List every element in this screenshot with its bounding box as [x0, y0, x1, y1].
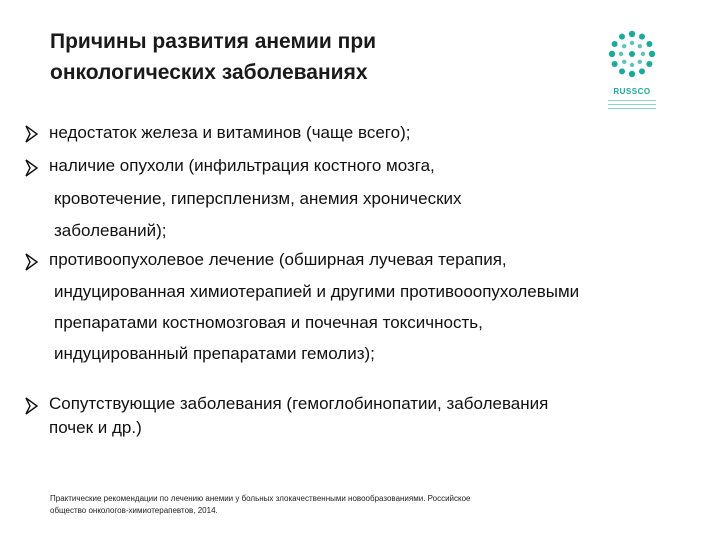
- slide-title: [50, 26, 570, 88]
- arrow-bullet-icon: [24, 158, 40, 178]
- logo-name: RUSSCO: [613, 87, 651, 96]
- russco-logo: [594, 28, 670, 120]
- bullet-line: препаратами костномозговая и почечная токсичность,: [54, 313, 483, 332]
- footnote-line: общество онкологов-химиотерапевтов, 2014.: [50, 506, 218, 515]
- bullet-line: противоопухолевое лечение (обширная лучевая терапия,: [49, 250, 507, 269]
- arrow-bullet-icon: [24, 252, 40, 272]
- source-footnote: [50, 493, 570, 517]
- logo-subtitle-line: [608, 100, 656, 101]
- russco-emblem-icon: [594, 28, 670, 88]
- title-line: онкологических заболеваниях: [50, 61, 368, 84]
- arrow-bullet-icon: [24, 396, 40, 416]
- bullet-line: Сопутствующие заболевания (гемоглобинопатии, заболевания: [49, 394, 549, 413]
- bullet-line: заболеваний);: [54, 221, 167, 240]
- logo-subtitle-line: [608, 108, 656, 109]
- bullet-line: кровотечение, гиперспленизм, анемия хронических: [54, 189, 462, 208]
- bullet-line: индуцированный препаратами гемолиз);: [54, 344, 375, 363]
- arrow-bullet-icon: [24, 124, 40, 144]
- bullet-line: наличие опухоли (инфильтрация костного мозга,: [49, 156, 435, 175]
- bullet-line: почек и др.): [49, 418, 142, 437]
- footnote-line: Практические рекомендации по лечению анемии у больных злокачественными новообразованиями. Российское: [50, 494, 471, 503]
- bullet-line: недостаток железа и витаминов (чаще всего);: [49, 123, 411, 142]
- logo-subtitle-line: [608, 104, 656, 105]
- bullet-line: индуцированная химиотерапией и другими противооопухолевыми: [54, 282, 580, 301]
- title-line: Причины развития анемии при: [50, 30, 377, 53]
